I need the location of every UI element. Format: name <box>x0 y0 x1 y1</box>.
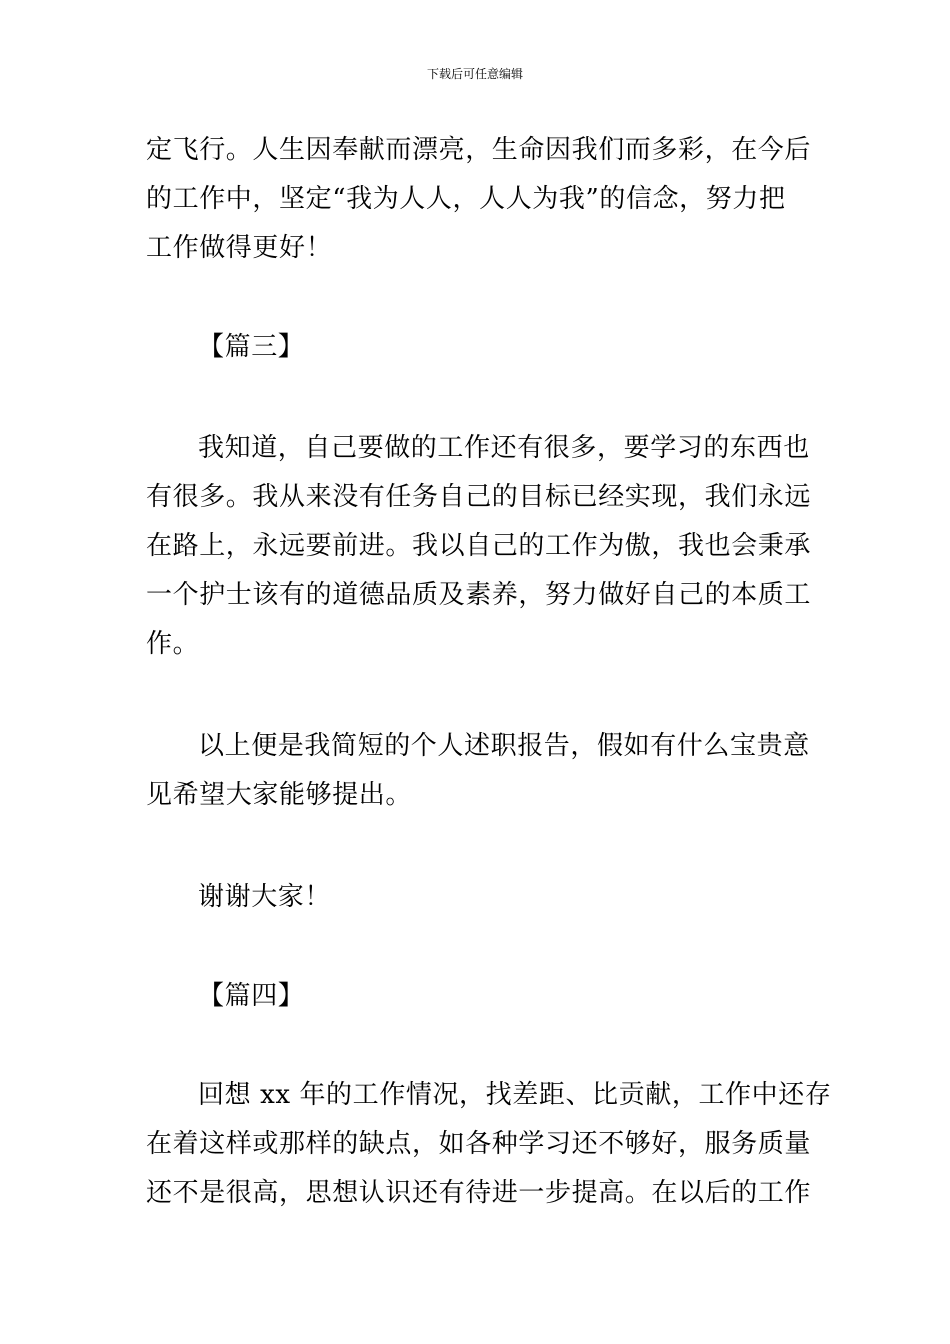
text-line: 我知道，自己要做的工作还有很多，要学习的东西也 <box>198 433 810 463</box>
text-line: 定飞行。人生因奉献而漂亮，生命因我们而多彩，在今后 <box>146 135 812 165</box>
text-line: 在路上，永远要前进。我以自己的工作为傲，我也会秉承 <box>146 531 812 561</box>
page-header: 下载后可任意编辑 <box>426 67 523 81</box>
text-line: 有很多。我从来没有任务自己的目标已经实现，我们永远 <box>146 482 812 512</box>
paragraph-continuation <box>146 126 812 273</box>
text-line: 工作做得更好！ <box>146 233 333 263</box>
section-heading-3 <box>146 323 806 372</box>
section-heading-4 <box>146 972 806 1021</box>
paragraph-section-3 <box>146 424 812 669</box>
text-line: 在着这样或那样的缺点，如各种学习还不够好，服务质量 <box>146 1129 812 1159</box>
text-line: 谢谢大家！ <box>198 882 332 912</box>
section-heading-text: 【篇三】 <box>198 332 305 362</box>
paragraph-section-4 <box>146 1071 832 1218</box>
text-line: 一个护士该有的道德品质及素养，努力做好自己的本质工 <box>146 580 812 610</box>
paragraph-thanks <box>146 873 806 922</box>
section-heading-text: 【篇四】 <box>198 981 305 1011</box>
text-line: 以上便是我简短的个人述职报告，假如有什么宝贵意 <box>198 731 810 761</box>
text-line: 回想 xx 年的工作情况，找差距、比贡献，工作中还存 <box>198 1080 832 1110</box>
text-line: 还不是很高，思想认识还有待进一步提高。在以后的工作 <box>146 1178 812 1208</box>
text-line: 见希望大家能够提出。 <box>146 780 413 810</box>
paragraph-closing <box>146 722 810 820</box>
text-line: 作。 <box>146 629 200 659</box>
text-line: 的工作中，坚定“我为人人，人人为我”的信念，努力把 <box>146 184 786 214</box>
